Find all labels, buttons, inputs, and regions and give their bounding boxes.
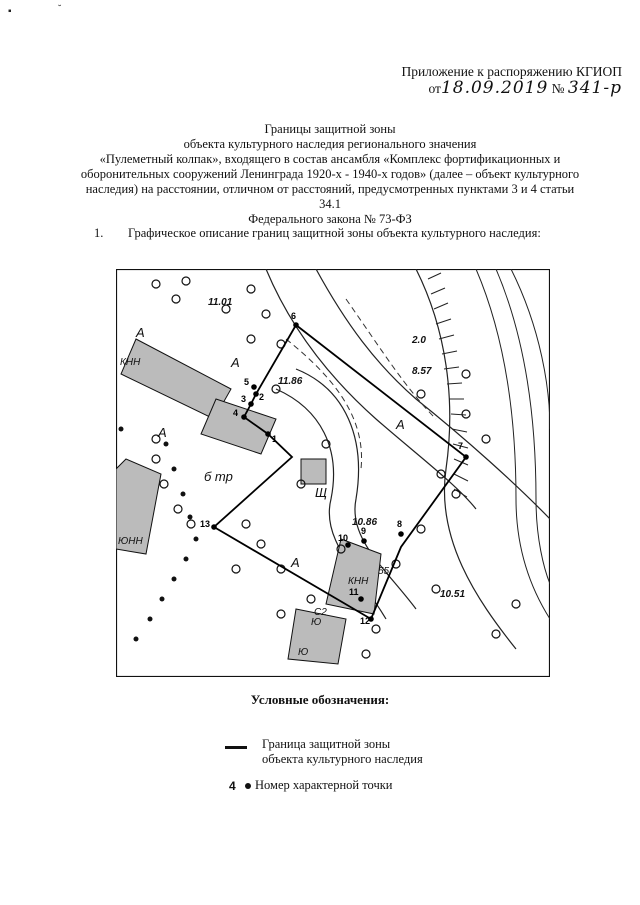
legend-line: Граница защитной зоны bbox=[262, 737, 391, 751]
point-label: 12 bbox=[360, 616, 371, 626]
map-label: А bbox=[396, 417, 405, 432]
number-label: № bbox=[551, 81, 565, 96]
elevation-mark: 8.57 bbox=[412, 366, 432, 377]
boundary-line-symbol bbox=[225, 746, 247, 749]
legend-line: объекта культурного наследия bbox=[262, 752, 423, 766]
corner-mark: ▪ bbox=[8, 6, 12, 17]
point-label: 5 bbox=[244, 377, 250, 387]
handwritten-number: 341-р bbox=[567, 78, 622, 98]
point-label: 6 bbox=[291, 311, 297, 321]
map-label: Ю bbox=[298, 647, 309, 658]
elevation-mark: 11.01 bbox=[208, 297, 233, 308]
title-line: оборонительных сооружений Ленинграда 1920-х - 1940-х годов» (далее – объект культурного bbox=[80, 167, 580, 181]
map-label: А bbox=[136, 325, 145, 340]
map-label: Ю bbox=[311, 617, 322, 628]
map-label: С2 bbox=[314, 607, 327, 618]
map-label: б тр bbox=[204, 469, 233, 484]
corner-mark: ˘ bbox=[58, 4, 62, 15]
point-label: 4 bbox=[233, 408, 239, 418]
document-title bbox=[80, 122, 580, 227]
legend-point-text: Номер характерной точки bbox=[255, 778, 393, 792]
section-number: 1. bbox=[94, 226, 104, 240]
point-8 bbox=[398, 531, 404, 537]
point-label: 1 bbox=[272, 434, 278, 444]
legend-title: Условные обозначения: bbox=[250, 692, 390, 707]
legend-point-number: 4 bbox=[229, 779, 236, 793]
section-heading: Графическое описание границ защитной зоны объекта культурного наследия: bbox=[128, 226, 541, 240]
appendix-header bbox=[372, 64, 622, 97]
point-label: 13 bbox=[200, 519, 211, 529]
point-3 bbox=[248, 401, 254, 407]
handwritten-date: 18.09.2019 bbox=[440, 78, 549, 98]
point-11 bbox=[358, 596, 364, 602]
point-label: 8 bbox=[397, 519, 403, 529]
point-9 bbox=[361, 538, 367, 544]
point-6 bbox=[293, 322, 299, 328]
point-2 bbox=[253, 391, 259, 397]
map-label: КНН bbox=[348, 576, 369, 587]
elevation-mark: 10.86 bbox=[352, 517, 378, 528]
map-label: Щ bbox=[315, 485, 327, 500]
title-line: Федерального закона № 73-ФЗ bbox=[248, 212, 412, 226]
map-label: А bbox=[291, 555, 300, 570]
boundary-map bbox=[116, 269, 550, 677]
elevation-mark: 10.51 bbox=[440, 589, 466, 600]
date-prefix: от bbox=[428, 81, 441, 96]
map-label: А bbox=[231, 355, 240, 370]
point-1 bbox=[265, 431, 271, 437]
point-label: 11 bbox=[349, 587, 359, 597]
point-7 bbox=[463, 454, 469, 460]
point-10 bbox=[345, 542, 351, 548]
point-5 bbox=[251, 384, 257, 390]
point-label: 10 bbox=[338, 533, 349, 543]
point-label: 2 bbox=[259, 392, 265, 402]
title-line: объекта культурного наследия регионального значения bbox=[183, 137, 477, 151]
map-label: ЮНН bbox=[118, 536, 143, 547]
elevation-mark: 11.86 bbox=[278, 376, 303, 387]
appendix-date-line bbox=[372, 80, 622, 97]
title-line: «Пулеметный колпак», входящего в состав ансамбля «Комплекс фортификационных и bbox=[99, 152, 561, 166]
point-dot-symbol bbox=[245, 783, 251, 789]
point-label: 7 bbox=[458, 441, 464, 451]
appendix-line: Приложение к распоряжению КГИОП bbox=[401, 64, 622, 79]
point-label: 9 bbox=[361, 526, 367, 536]
title-line: Границы защитной зоны bbox=[264, 122, 396, 136]
point-label: 3 bbox=[241, 394, 247, 404]
point-13 bbox=[211, 524, 217, 530]
legend-boundary-text bbox=[262, 737, 423, 767]
map-label: А bbox=[158, 425, 167, 440]
map-label: 55 bbox=[378, 566, 390, 577]
elevation-mark: 2.0 bbox=[412, 335, 426, 346]
map-label: КНН bbox=[120, 357, 141, 368]
title-line: наследия) на расстоянии, отличном от расстояний, предусмотренных пунктами 3 и 4 статьи 34.1 bbox=[85, 182, 575, 211]
point-4 bbox=[241, 414, 247, 420]
